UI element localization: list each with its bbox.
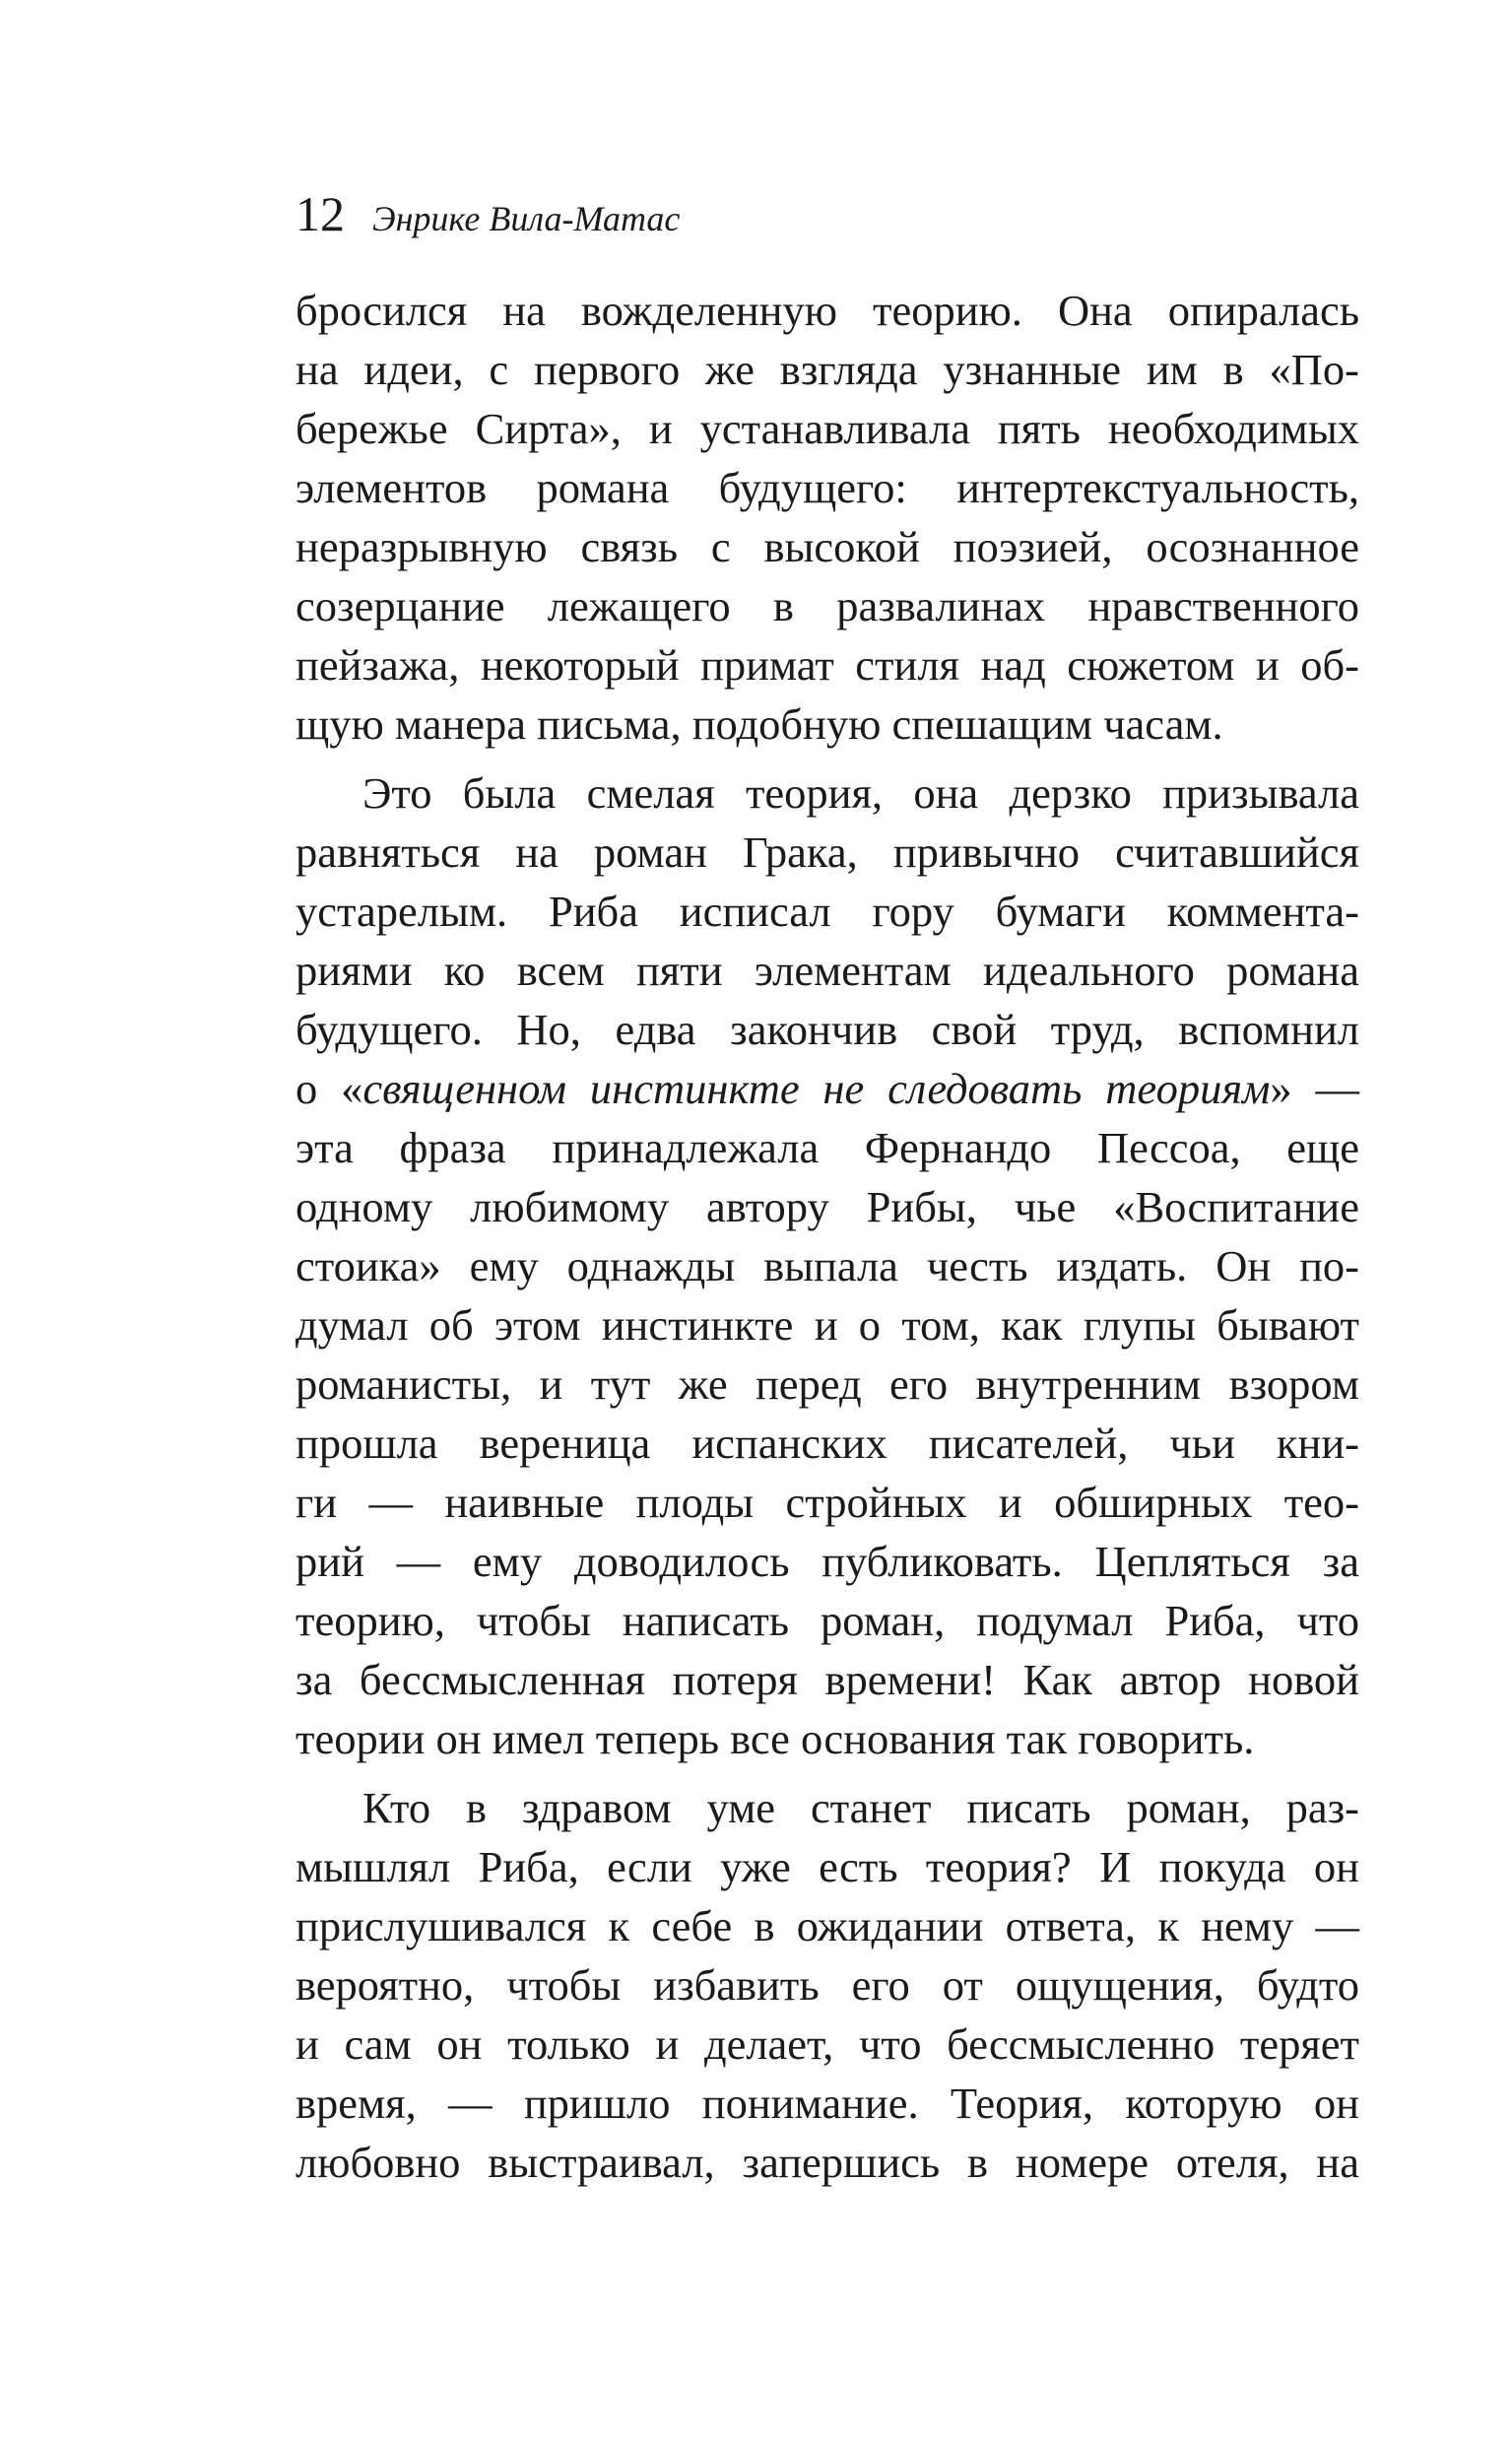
text-line: рий — ему доводилось публиковать. Цепляться за: [296, 1537, 1359, 1586]
text-line: бережье Сирта», и устанавливала пять необходимых: [296, 404, 1359, 453]
text-line: теории он имел теперь все основания так говорить.: [296, 1714, 1255, 1763]
text-line: и сам он только и делает, что бессмысленно теряет: [296, 2019, 1359, 2069]
quote-open: о «: [296, 1064, 363, 1113]
text-line: любовно выстраивал, запершись в номере отеля, на: [296, 2138, 1359, 2187]
text-line: элементов романа будущего: интертекстуальность,: [296, 463, 1359, 512]
text-line: за бессмысленная потеря времени! Как автор новой: [296, 1655, 1359, 1704]
text-line: теорию, чтобы написать роман, подумал Риба, что: [296, 1596, 1359, 1645]
text-line: эта фраза принадлежала Фернандо Пессоа, еще: [296, 1123, 1359, 1172]
quote-line: [296, 1059, 1359, 1118]
text-line: одному любимому автору Рибы, чье «Воспитание: [296, 1182, 1359, 1231]
text-line: на идеи, с первого же взгляда узнанные им в «По-: [296, 345, 1359, 394]
paragraph-1: [296, 281, 1359, 754]
italic-quote: священном инстинкте не следовать теориям: [362, 1064, 1271, 1113]
text-line: стоика» ему однажды выпала честь издать. Он по-: [296, 1241, 1359, 1290]
text-line: прошла вереница испанских писателей, чьи кни-: [296, 1419, 1359, 1468]
text-line: равняться на роман Грака, привычно считавшийся: [296, 827, 1359, 877]
quote-close: » —: [1270, 1064, 1360, 1113]
text-line: Кто в здравом уме станет писать роман, раз-: [362, 1783, 1359, 1832]
text-line: ги — наивные плоды стройных и обширных тео-: [296, 1478, 1359, 1527]
text-line: прислушивался к себе в ожидании ответа, к нему —: [296, 1901, 1359, 1950]
text-line: будущего. Но, едва закончив свой труд, вспомнил: [296, 1005, 1359, 1054]
text-line: время, — пришло понимание. Теория, которую он: [296, 2079, 1359, 2128]
paragraph-2: [296, 763, 1359, 1768]
page-number: 12: [296, 186, 345, 241]
running-head: [296, 185, 680, 254]
text-line: устарелым. Риба исписал гору бумаги коммента-: [296, 887, 1359, 936]
paragraph-3: [296, 1778, 1359, 2192]
body-text: [296, 281, 1359, 2192]
text-line: риями ко всем пяти элементам идеального романа: [296, 946, 1359, 995]
text-line: созерцание лежащего в развалинах нравственного: [296, 581, 1359, 630]
running-title: Энрике Вила-Матас: [372, 199, 681, 238]
text-line: бросился на вожделенную теорию. Она опиралась: [296, 286, 1359, 335]
text-line: думал об этом инстинкте и о том, как глупы бывают: [296, 1300, 1359, 1350]
text-line: пейзажа, некоторый примат стиля над сюжетом и об-: [296, 640, 1359, 690]
text-line: Это была смелая теория, она дерзко призывала: [362, 768, 1359, 818]
text-line: мышлял Риба, если уже есть теория? И покуда он: [296, 1842, 1359, 1891]
text-line: щую манера письма, подобную спешащим часам.: [296, 699, 1223, 749]
text-line: романисты, и тут же перед его внутренним взором: [296, 1359, 1359, 1409]
text-line: неразрывную связь с высокой поэзией, осознанное: [296, 522, 1359, 571]
text-line: вероятно, чтобы избавить его от ощущения, будто: [296, 1960, 1359, 2010]
